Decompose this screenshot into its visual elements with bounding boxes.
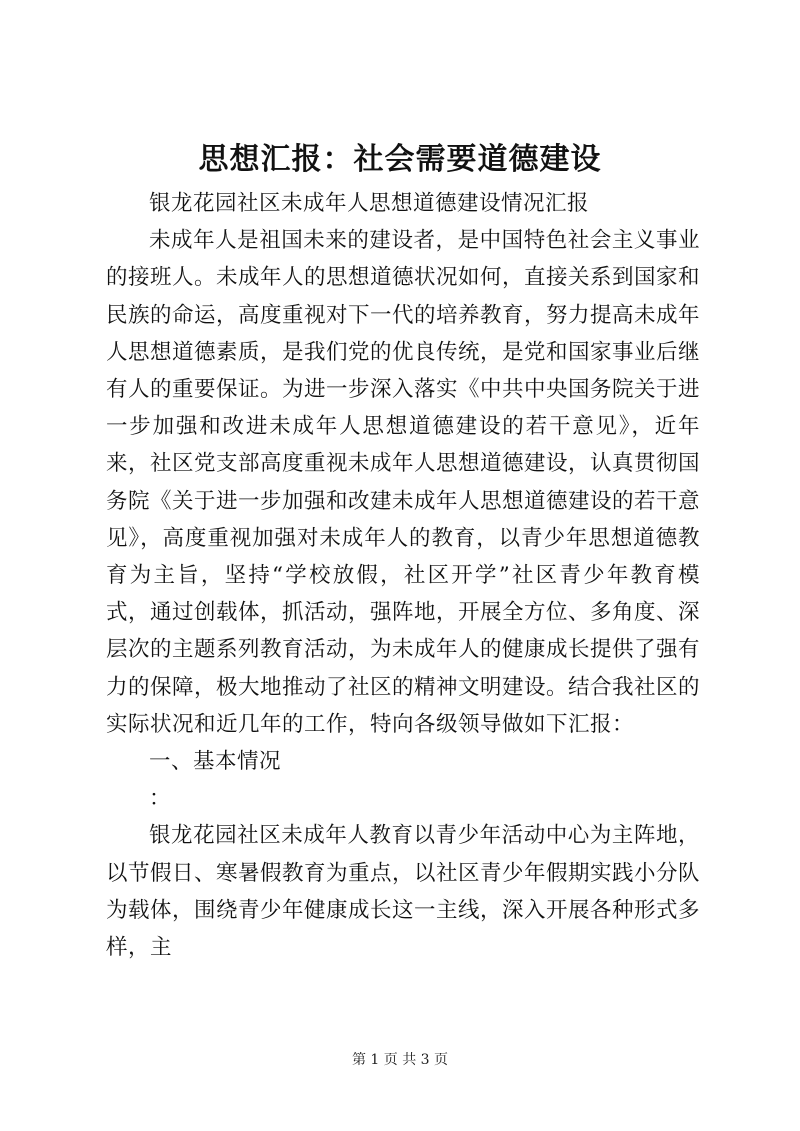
- document-title: 思想汇报：社会需要道德建设: [198, 142, 602, 177]
- page-footer: 第 1 页 共 3 页: [351, 1052, 449, 1068]
- document-body: [106, 185, 700, 966]
- colon-paragraph: ：: [149, 786, 172, 812]
- body-paragraph: 银龙花园社区未成年人教育以青少年活动中心为主阵地，以节假日、寒暑假教育为重点，以社区青少年假期实践小分队为载体，围绕青少年健康成长这一主线，深入开展各种形式多样，主: [106, 823, 701, 961]
- section-heading: 一、基本情况: [149, 749, 282, 775]
- body-paragraph: 未成年人是祖国未来的建设者，是中国特色社会主义事业的接班人。未成年人的思想道德状况如何，直接关系到国家和民族的命运，高度重视对下一代的培养教育，努力提高未成年人思想道德素质，是我们党的优良传统，是党和国家事业后继有人的重要保证。为进一步深入落实《中共中央国务院关于进一步加强和改进未成年人思想道德建设的若干意见》，近年来，社区党支部高度重视未成年人思想道德建设，认真贯彻国务院《关于进一步加强和改建未成年人思想道德建设的若干意见》，高度重视加强对未成年人的教育，以青少年思想道德教育为主旨，坚持“学校放假，社区开学”社区青少年教育模式，通过创载体，抓活动，强阵地，开展全方位、多角度、深层次的主题系列教育活动，为未成年人的健康成长提供了强有力的保障，极大地推动了社区的精神文明建设。结合我社区的实际状况和近几年的工作，特向各级领导做如下汇报：: [106, 228, 701, 737]
- subtitle-paragraph: 银龙花园社区未成年人思想道德建设情况汇报: [149, 191, 590, 216]
